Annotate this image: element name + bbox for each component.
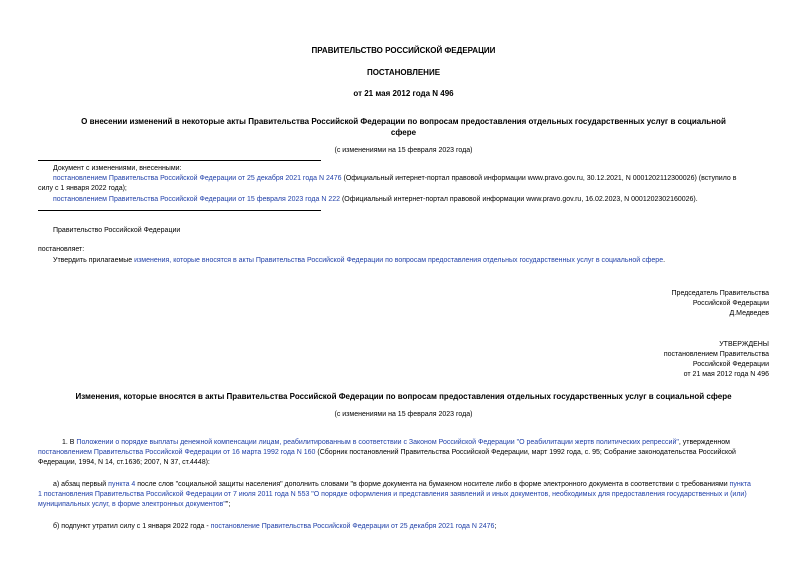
annex-pa-line2 [38,490,747,500]
annex-p1-line3: Федерации, 1994, N 14, ст.1636; 2007, N 37, ст.4448): [38,459,210,466]
pa-decree-553-link[interactable]: 1 постановления Правительства Российской Федерации от 7 июля 2011 года N 553 "О порядке оформления и представления заявлений и иных документов, необходимых для предоставления государственных и (или) [38,491,747,498]
p1-decree-160-link[interactable]: постановлением Правительства Российской Федерации от 16 марта 1992 года N 160 [38,449,316,456]
pa-text-1: а) абзац первый [53,481,109,488]
annex-p1-line2 [38,448,736,458]
pa-text-3: "; [225,501,231,508]
pa-text-2: после слов "социальной защиты населения" дополнить словами "в форме документа на бумажном носителе либо в форме электронного документа в соответствии с требованиями [135,481,730,488]
approve-suffix: . [663,257,666,264]
approve-link[interactable]: изменения, которые вносятся в акты Правительства Российской Федерации по вопросам предоставления отдельных государственных услуг в социальной сфере [134,257,664,264]
pa-decree-553-link-cont[interactable]: муниципальных услуг, в форме электронных документов" [38,501,226,508]
approved-heading: УТВЕРЖДЕНЫ [719,341,769,348]
changes-item-1-line2: силу с 1 января 2022 года); [38,185,127,192]
annex-pb-line1 [53,522,496,532]
change-item-2-text: (Официальный интернет-портал правовой информации www.pravo.gov.ru, 16.02.2023, N 0001202302160026). [340,196,698,203]
resolves: постановляет: [38,246,85,253]
approve-paragraph [53,256,665,266]
signature-name: Д.Медведев [729,310,769,317]
signature-position: Председатель Правительства [671,290,769,297]
pa-point4-link[interactable]: пункта 4 [108,481,136,488]
approved-date: от 21 мая 2012 года N 496 [683,371,769,378]
document-type: ПОСТАНОВЛЕНИЕ [366,68,441,77]
changes-item-2 [53,195,698,205]
document-date-number: от 21 мая 2012 года N 496 [353,89,454,98]
annex-amended-note: (с изменениями на 15 февраля 2023 года) [334,411,473,418]
approved-country: Российской Федерации [692,361,769,368]
document-title-line1: О внесении изменений в некоторые акты Правительства Российской Федерации по вопросам предоставления отдельных государственных услуг в социальной [81,117,726,126]
annex-pa-line1 [53,480,751,490]
pb-decree-2476-link[interactable]: постановление Правительства Российской Федерации от 25 декабря 2021 года N 2476 [210,523,495,530]
pa-point-link-a[interactable]: пункта [729,481,751,488]
pb-text-2: ; [494,523,497,530]
pb-text-1: б) подпункт утратил силу с 1 января 2022 года - [53,523,211,530]
p1-text-2: (Сборник постановлений Правительства Российской Федерации, март 1992 года, с. 95; Собрание законодательства Российской [315,449,736,456]
changes-item-1 [53,174,769,184]
signature-country: Российской Федерации [692,300,769,307]
change-link-2476[interactable]: постановлением Правительства Российской Федерации от 25 декабря 2021 года N 2476 [53,175,342,182]
changes-intro: Документ с изменениями, внесенными: [53,165,182,172]
government-name: ПРАВИТЕЛЬСТВО РОССИЙСКОЙ ФЕДЕРАЦИИ [311,46,496,55]
approve-prefix: Утвердить прилагаемые [53,257,135,264]
annex-p1-line1 [62,438,730,448]
change-link-222[interactable]: постановлением Правительства Российской Федерации от 15 февраля 2023 года N 222 [53,196,340,203]
approved-by: постановлением Правительства [663,351,769,358]
p1-num: 1. В [62,439,77,446]
document-title-line2: сфере [390,128,417,137]
p1-regulation-link[interactable]: Положении о порядке выплаты денежной компенсации лицам, реабилитированным в соответствии с Законом Российской Федерации "О реабилитации жертв политических репрессий" [76,439,679,446]
p1-text-1: , утвержденном [678,439,730,446]
change-item-1-text: (Официальный интернет-портал правовой информации www.pravo.gov.ru, 30.12.2021, N 0001202112300026) (вступило в [341,175,737,182]
issuer: Правительство Российской Федерации [53,227,181,234]
amended-note: (с изменениями на 15 февраля 2023 года) [334,147,473,154]
annex-pa-line3 [38,500,230,510]
annex-title: Изменения, которые вносятся в акты Правительства Российской Федерации по вопросам предоставления отдельных государственных услуг в социальной сфере [75,392,732,401]
divider-bottom [38,210,321,211]
divider-top [38,160,321,161]
